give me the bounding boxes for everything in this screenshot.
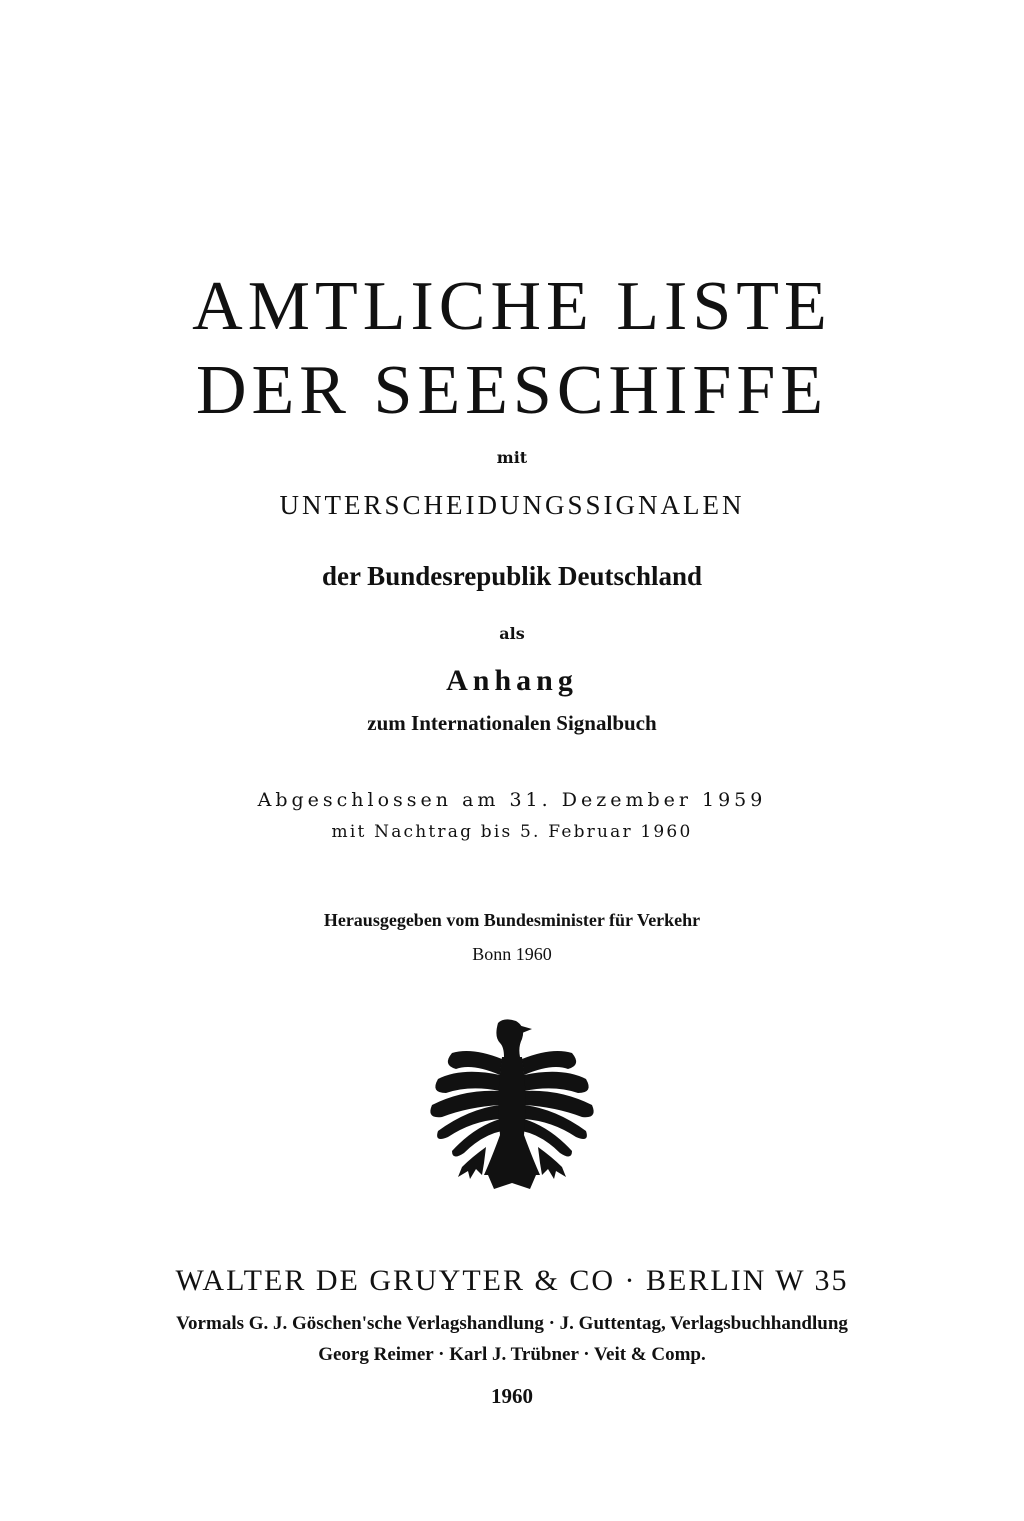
place-year: Bonn 1960: [472, 944, 552, 964]
supplement-date: mit Nachtrag bis 5. Februar 1960: [331, 822, 693, 842]
publication-year: 1960: [491, 1384, 533, 1408]
title-line-1: AMTLICHE LISTE: [192, 268, 832, 345]
federal-eagle-icon: [412, 1017, 612, 1192]
mit-label: mit: [496, 448, 528, 467]
als-label: als: [499, 624, 525, 643]
publisher-name: WALTER DE GRUYTER & CO · BERLIN W 35: [175, 1264, 849, 1297]
signalbuch-line: zum Internationalen Signalbuch: [367, 711, 657, 735]
publisher-formerly: Vormals G. J. Göschen'sche Verlagshandlung · J. Guttentag, Verlagsbuchhandlung: [176, 1313, 848, 1334]
title-line-2: DER SEESCHIFFE: [195, 352, 829, 429]
closing-date: Abgeschlossen am 31. Dezember 1959: [257, 789, 767, 811]
subtitle: UNTERSCHEIDUNGSSIGNALEN: [279, 490, 745, 520]
publisher-names: Georg Reimer · Karl J. Trübner · Veit & Comp.: [318, 1344, 706, 1365]
editor-line: Herausgegeben vom Bundesminister für Verkehr: [323, 910, 701, 930]
country-line: der Bundesrepublik Deutschland: [321, 561, 703, 591]
anhang-heading: Anhang: [446, 664, 578, 697]
